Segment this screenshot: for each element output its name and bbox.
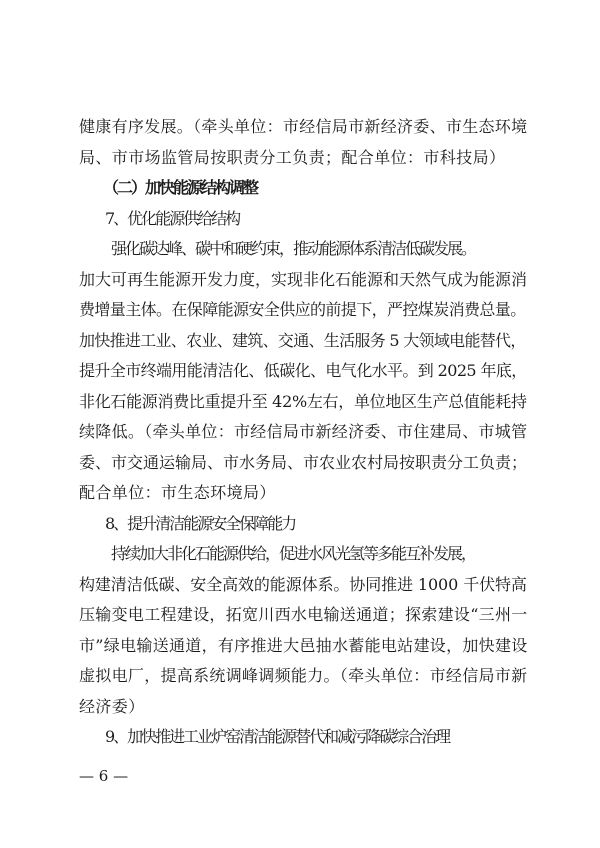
text-line: 健康有序发展。（牵头单位：市经信局市新经济委、市生态环境 — [79, 117, 528, 136]
paragraph-line: 配合单位：市生态环境局） — [79, 483, 276, 502]
text-line: 局、市市场监管局按职责分工负责；配合单位：市科技局） — [79, 148, 506, 167]
page-number: — 6 — — [79, 767, 129, 785]
paragraph-line: 委、市交通运输局、市水务局、市农业农村局按职责分工负责； — [79, 453, 528, 472]
paragraph-line: 虚拟电厂，提高系统调峰调频能力。（牵头单位：市经信局市新 — [79, 666, 528, 685]
section-heading: （二）加快能源结构调整 — [103, 178, 258, 197]
paragraph-line: 经济委） — [79, 697, 145, 716]
paragraph-line: 持续加大非化石能源供给，促进水风光氢等多能互补发展， — [111, 544, 476, 563]
paragraph-line: 提升全市终端用能清洁化、低碳化、电气化水平。到 2025 年底， — [79, 361, 527, 380]
paragraph-line: 续降低。（牵头单位：市经信局市新经济委、市住建局、市城管 — [79, 422, 528, 441]
paragraph-line: 构建清洁低碳、安全高效的能源体系。协同推进 1000 千伏特高 — [79, 575, 527, 594]
paragraph-line: 加大可再生能源开发力度，实现非化石能源和天然气成为能源消 — [79, 270, 528, 289]
paragraph-line: 费增量主体。在保障能源安全供应的前提下，严控煤炭消费总量。 — [79, 300, 526, 319]
subsection-title: 7、优化能源供给结构 — [105, 209, 240, 228]
subsection-title: 8、提升清洁能源安全保障能力 — [105, 514, 296, 533]
subsection-title: 9、加快推进工业炉窑清洁能源替代和减污降碳综合治理 — [105, 727, 450, 746]
paragraph-line: 非化石能源消费比重提升至 42%左右，单位地区生产总值能耗持 — [79, 392, 527, 411]
paragraph-line: 强化碳达峰、碳中和硬约束，推动能源体系清洁低碳发展。 — [111, 239, 476, 258]
paragraph-line: 压输变电工程建设，拓宽川西水电输送通道；探索建设“三州一 — [79, 605, 528, 624]
paragraph-line: 加快推进工业、农业、建筑、交通、生活服务 5 大领域电能替代， — [79, 331, 526, 350]
paragraph-line: 市”绿电输送通道，有序推进大邑抽水蓄能电站建设，加快建设 — [79, 636, 528, 655]
